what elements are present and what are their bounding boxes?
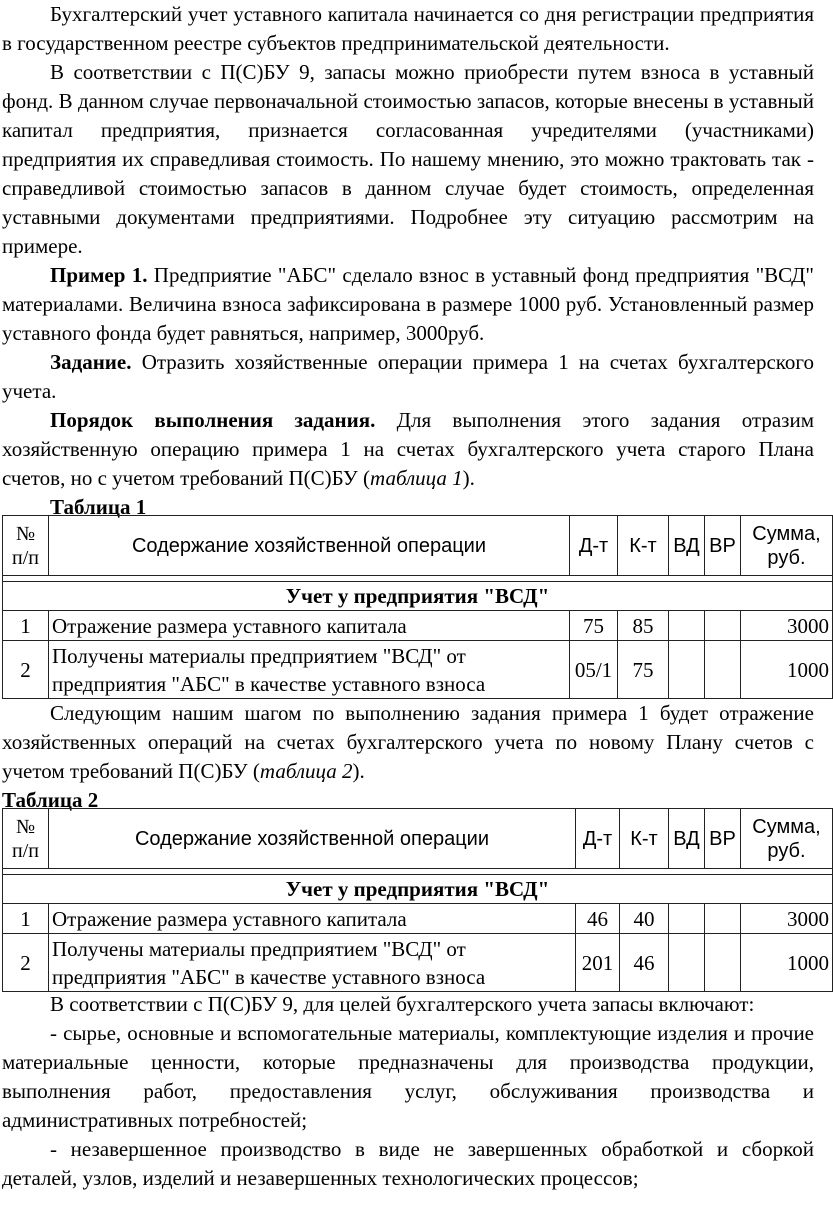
procedure-table-ref: таблица 1 bbox=[370, 466, 463, 490]
table2-header-sum: Сумма, руб. bbox=[741, 809, 833, 869]
paragraph-inventories: В соответствии с П(С)БУ 9, для целей бухгалтерского учета запасы включают: bbox=[50, 992, 755, 1016]
table2-row1-content: Отражение размера уставного капитала bbox=[49, 904, 576, 934]
table2-row2-num: 2 bbox=[3, 934, 49, 992]
paragraph-intro: Бухгалтерский учет уставного капитала начинается со дня регистрации предприятия в государственном реестре субъектов предпринимательской деятельности. bbox=[2, 2, 814, 55]
table1-row2-vd bbox=[669, 641, 705, 699]
table2-row2-vr bbox=[705, 934, 741, 992]
table1-section-row bbox=[3, 582, 833, 611]
table2-section-row bbox=[3, 875, 833, 904]
table1-row2-content: Получены материалы предприятием "ВСД" от предприятия "АБС" в качестве уставного взноса bbox=[49, 641, 570, 699]
table-1 bbox=[2, 515, 833, 699]
table1-header-num: № п/п bbox=[3, 516, 49, 576]
table1-row1-content: Отражение размера уставного капитала bbox=[49, 611, 570, 641]
table2-header-vr: ВР bbox=[705, 809, 741, 869]
table1-header-dt: Д-т bbox=[570, 516, 618, 576]
table2-header-dt: Д-т bbox=[576, 809, 620, 869]
example1-text: Предприятие "АБС" сделало взнос в уставный фонд предприятия "ВСД" материалами. Величина взноса зафиксирована в размере 1000 руб. Установленный размер уставного фонда будет равняться, например, 3000руб. bbox=[2, 263, 815, 345]
task-label: Задание. bbox=[50, 350, 132, 374]
table2-row1-dt: 46 bbox=[576, 904, 620, 934]
text-block-bottom bbox=[2, 990, 814, 1193]
next-step-text: Следующим нашим шагом по выполнению задания примера 1 будет отражение хозяйственных операций на счетах бухгалтерского учета по новому Плану счетов с учетом требований П(С)БУ ( bbox=[2, 701, 814, 783]
table2-row2-content: Получены материалы предприятием "ВСД" от предприятия "АБС" в качестве уставного взноса bbox=[49, 934, 576, 992]
table2-row1-sum: 3000 bbox=[741, 904, 833, 934]
table2-header-row bbox=[3, 809, 833, 869]
table1-section-title: Учет у предприятия "ВСД" bbox=[3, 582, 833, 611]
table1-row2-dt: 05/1 bbox=[570, 641, 618, 699]
table1-header-row bbox=[3, 516, 833, 576]
next-step-end: ). bbox=[352, 759, 365, 783]
paragraph-psbu9: В соответствии с П(С)БУ 9, запасы можно приобрести путем взноса в уставный фонд. В данном случае первоначальной стоимостью запасов, которые внесены в уставный капитал предприятия, признается согласованная учредителями (участниками) предприятия их справедливая стоимость. По нашему мнению, это можно трактовать так - справедливой стоимостью запасов в данном случае будет стоимость, определенная уставными документами предприятиями. Подробнее эту ситуацию рассмотрим на примере. bbox=[2, 60, 814, 258]
table2-row2-sum: 1000 bbox=[741, 934, 833, 992]
table2-header-kt: К-т bbox=[620, 809, 669, 869]
paragraph-work-in-progress: - незавершенное производство в виде не завершенных обработкой и сборкой деталей, узлов, изделий и незавершенных технологических процессов; bbox=[2, 1137, 814, 1190]
table2-header-content: Содержание хозяйственной операции bbox=[49, 809, 576, 869]
table-2 bbox=[2, 808, 833, 992]
table-row bbox=[3, 641, 833, 699]
table2-row1-num: 1 bbox=[3, 904, 49, 934]
table1-header-vr: ВР bbox=[705, 516, 741, 576]
table1-row1-num: 1 bbox=[3, 611, 49, 641]
table2-row1-vr bbox=[705, 904, 741, 934]
table2-row2-vd bbox=[669, 934, 705, 992]
table1-row1-vd bbox=[669, 611, 705, 641]
table2-row2-kt: 46 bbox=[620, 934, 669, 992]
table1-header-kt: К-т bbox=[618, 516, 669, 576]
procedure-end: ). bbox=[462, 466, 475, 490]
paragraph-task bbox=[2, 348, 814, 406]
table2-row2-dt: 201 bbox=[576, 934, 620, 992]
task-text: Отразить хозяйственные операции примера 1 на счетах бухгалтерского учета. bbox=[2, 350, 814, 403]
procedure-text: Для выполнения этого задания отразим хозяйственную операцию примера 1 на счетах бухгалтерского учета старого Плана счетов, но с учетом требований П(С)БУ ( bbox=[2, 408, 815, 490]
table1-row2-num: 2 bbox=[3, 641, 49, 699]
table1-row2-vr bbox=[705, 641, 741, 699]
procedure-label: Порядок выполнения задания. bbox=[50, 408, 376, 432]
table1-row1-kt: 85 bbox=[618, 611, 669, 641]
table2-caption: Таблица 2 bbox=[2, 788, 99, 812]
table2-header-vd: ВД bbox=[669, 809, 705, 869]
table1-header-content: Содержание хозяйственной операции bbox=[49, 516, 570, 576]
table1-caption: Таблица 1 bbox=[50, 495, 147, 519]
table1-row2-kt: 75 bbox=[618, 641, 669, 699]
table1-row1-sum: 3000 bbox=[741, 611, 833, 641]
table1-row2-sum: 1000 bbox=[741, 641, 833, 699]
text-block-top bbox=[2, 0, 814, 522]
table2-row1-kt: 40 bbox=[620, 904, 669, 934]
table1-row1-dt: 75 bbox=[570, 611, 618, 641]
table2-section-title: Учет у предприятия "ВСД" bbox=[3, 875, 833, 904]
table1-row1-vr bbox=[705, 611, 741, 641]
paragraph-next-step bbox=[2, 699, 814, 786]
paragraph-example1 bbox=[2, 261, 814, 348]
text-block-middle bbox=[2, 699, 814, 815]
table-row bbox=[3, 611, 833, 641]
table2-header-num: № п/п bbox=[3, 809, 49, 869]
table1-header-sum: Сумма, руб. bbox=[741, 516, 833, 576]
paragraph-raw-materials: - сырье, основные и вспомогательные материалы, комплектующие изделия и прочие материальные ценности, которые предназначены для производства продукции, выполнения работ, предоставления услуг, обслуживания производства и административных потребностей; bbox=[2, 1021, 814, 1132]
table2-row1-vd bbox=[669, 904, 705, 934]
paragraph-procedure bbox=[2, 406, 814, 493]
example1-label: Пример 1. bbox=[50, 263, 148, 287]
next-step-table-ref: таблица 2 bbox=[259, 759, 353, 783]
table-row bbox=[3, 904, 833, 934]
table1-header-vd: ВД bbox=[669, 516, 705, 576]
table-row bbox=[3, 934, 833, 992]
